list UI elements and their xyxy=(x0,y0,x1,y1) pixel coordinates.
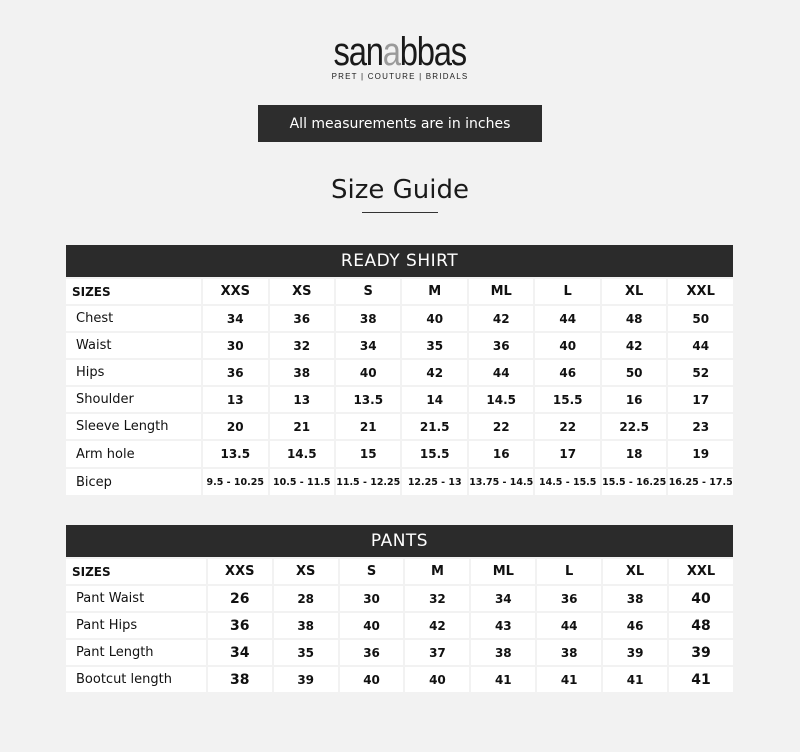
size-header-s: S xyxy=(340,559,404,584)
table-cell: 23 xyxy=(668,414,733,439)
table-cell: 28 xyxy=(274,586,338,611)
table-cell: 42 xyxy=(469,306,533,331)
table-cell: 40 xyxy=(669,586,733,611)
table-cell: 44 xyxy=(535,306,599,331)
size-header-xxl: XXL xyxy=(668,279,733,304)
sizes-header: SIZES xyxy=(66,279,201,304)
table-cell: 41 xyxy=(669,667,733,692)
table-cell: 13 xyxy=(203,387,267,412)
table-cell: 37 xyxy=(405,640,469,665)
table-cell: 34 xyxy=(208,640,272,665)
table-cell: 40 xyxy=(340,613,404,638)
table-cell: 15 xyxy=(336,441,400,467)
table-row xyxy=(66,613,733,638)
row-label: Shoulder xyxy=(66,387,201,412)
table-cell: 21 xyxy=(270,414,334,439)
table-header-row xyxy=(66,279,733,304)
row-label: Pant Waist xyxy=(66,586,206,611)
page-title: Size Guide xyxy=(331,175,469,205)
table-cell: 22.5 xyxy=(602,414,666,439)
table-cell: 21 xyxy=(336,414,400,439)
table-cell: 13.5 xyxy=(336,387,400,412)
table-cell: 14 xyxy=(402,387,466,412)
size-header-xl: XL xyxy=(603,559,667,584)
row-label: Pant Length xyxy=(66,640,206,665)
size-header-xxs: XXS xyxy=(208,559,272,584)
table-cell: 44 xyxy=(668,333,733,358)
table-cell: 50 xyxy=(602,360,666,385)
row-label: Sleeve Length xyxy=(66,414,201,439)
table-cell: 48 xyxy=(602,306,666,331)
table-cell: 10.5 - 11.5 xyxy=(270,469,334,495)
table-cell: 14.5 xyxy=(270,441,334,467)
size-header-l: L xyxy=(535,279,599,304)
table-cell: 36 xyxy=(537,586,601,611)
table-cell: 21.5 xyxy=(402,414,466,439)
table-cell: 15.5 xyxy=(402,441,466,467)
table-cell: 36 xyxy=(203,360,267,385)
table-cell: 52 xyxy=(668,360,733,385)
table-cell: 15.5 - 16.25 xyxy=(602,469,666,495)
table-cell: 38 xyxy=(208,667,272,692)
ready-shirt-heading: READY SHIRT xyxy=(66,245,733,277)
row-label: Bicep xyxy=(66,469,201,495)
table-row xyxy=(66,441,733,467)
pants-table xyxy=(64,557,735,694)
table-cell: 16 xyxy=(469,441,533,467)
measurement-banner: All measurements are in inches xyxy=(258,105,542,142)
sizes-header: SIZES xyxy=(66,559,206,584)
table-row xyxy=(66,586,733,611)
size-header-xs: XS xyxy=(270,279,334,304)
table-cell: 38 xyxy=(274,613,338,638)
table-cell: 40 xyxy=(405,667,469,692)
table-cell: 18 xyxy=(602,441,666,467)
table-cell: 39 xyxy=(274,667,338,692)
table-cell: 42 xyxy=(602,333,666,358)
table-cell: 13.75 - 14.5 xyxy=(469,469,533,495)
table-cell: 41 xyxy=(603,667,667,692)
table-cell: 36 xyxy=(208,613,272,638)
table-cell: 32 xyxy=(270,333,334,358)
table-cell: 15.5 xyxy=(535,387,599,412)
row-label: Pant Hips xyxy=(66,613,206,638)
pants-section xyxy=(66,525,733,694)
row-label: Hips xyxy=(66,360,201,385)
table-cell: 41 xyxy=(537,667,601,692)
table-cell: 38 xyxy=(537,640,601,665)
brand-tagline: PRET | COUTURE | BRIDALS xyxy=(331,72,469,81)
table-cell: 19 xyxy=(668,441,733,467)
table-row xyxy=(66,306,733,331)
table-cell: 14.5 - 15.5 xyxy=(535,469,599,495)
table-cell: 44 xyxy=(469,360,533,385)
table-row xyxy=(66,414,733,439)
table-cell: 34 xyxy=(471,586,535,611)
table-cell: 35 xyxy=(402,333,466,358)
table-cell: 30 xyxy=(340,586,404,611)
size-header-xl: XL xyxy=(602,279,666,304)
brand-wordmark: sanabbas xyxy=(333,30,467,74)
table-cell: 35 xyxy=(274,640,338,665)
table-cell: 34 xyxy=(336,333,400,358)
table-cell: 38 xyxy=(270,360,334,385)
size-header-xxs: XXS xyxy=(203,279,267,304)
size-header-ml: ML xyxy=(469,279,533,304)
table-cell: 30 xyxy=(203,333,267,358)
table-row xyxy=(66,333,733,358)
title-underline xyxy=(362,212,438,213)
size-header-xxl: XXL xyxy=(669,559,733,584)
table-cell: 17 xyxy=(668,387,733,412)
size-header-m: M xyxy=(405,559,469,584)
table-cell: 20 xyxy=(203,414,267,439)
table-cell: 38 xyxy=(603,586,667,611)
table-cell: 34 xyxy=(203,306,267,331)
brand-logo xyxy=(0,32,800,81)
table-header-row xyxy=(66,559,733,584)
size-header-ml: ML xyxy=(471,559,535,584)
table-cell: 9.5 - 10.25 xyxy=(203,469,267,495)
table-cell: 40 xyxy=(535,333,599,358)
size-header-s: S xyxy=(336,279,400,304)
table-cell: 12.25 - 13 xyxy=(402,469,466,495)
table-cell: 40 xyxy=(336,360,400,385)
table-cell: 50 xyxy=(668,306,733,331)
table-cell: 42 xyxy=(405,613,469,638)
size-header-l: L xyxy=(537,559,601,584)
table-cell: 46 xyxy=(603,613,667,638)
table-cell: 44 xyxy=(537,613,601,638)
table-cell: 39 xyxy=(669,640,733,665)
row-label: Chest xyxy=(66,306,201,331)
row-label: Arm hole xyxy=(66,441,201,467)
table-cell: 14.5 xyxy=(469,387,533,412)
table-row xyxy=(66,360,733,385)
table-cell: 48 xyxy=(669,613,733,638)
ready-shirt-table xyxy=(64,277,735,497)
table-cell: 13 xyxy=(270,387,334,412)
table-cell: 46 xyxy=(535,360,599,385)
table-row xyxy=(66,667,733,692)
table-cell: 38 xyxy=(336,306,400,331)
table-cell: 26 xyxy=(208,586,272,611)
table-row xyxy=(66,640,733,665)
table-cell: 17 xyxy=(535,441,599,467)
table-row xyxy=(66,469,733,495)
table-cell: 43 xyxy=(471,613,535,638)
table-cell: 11.5 - 12.25 xyxy=(336,469,400,495)
table-cell: 32 xyxy=(405,586,469,611)
row-label: Bootcut length xyxy=(66,667,206,692)
table-cell: 40 xyxy=(402,306,466,331)
table-cell: 16 xyxy=(602,387,666,412)
table-cell: 39 xyxy=(603,640,667,665)
table-cell: 22 xyxy=(535,414,599,439)
row-label: Waist xyxy=(66,333,201,358)
table-cell: 38 xyxy=(471,640,535,665)
ready-shirt-section xyxy=(66,245,733,497)
table-cell: 36 xyxy=(469,333,533,358)
table-cell: 42 xyxy=(402,360,466,385)
table-cell: 22 xyxy=(469,414,533,439)
table-cell: 36 xyxy=(270,306,334,331)
table-cell: 13.5 xyxy=(203,441,267,467)
table-row xyxy=(66,387,733,412)
table-cell: 41 xyxy=(471,667,535,692)
size-header-xs: XS xyxy=(274,559,338,584)
table-cell: 36 xyxy=(340,640,404,665)
pants-heading: PANTS xyxy=(66,525,733,557)
size-header-m: M xyxy=(402,279,466,304)
table-cell: 16.25 - 17.5 xyxy=(668,469,733,495)
table-cell: 40 xyxy=(340,667,404,692)
